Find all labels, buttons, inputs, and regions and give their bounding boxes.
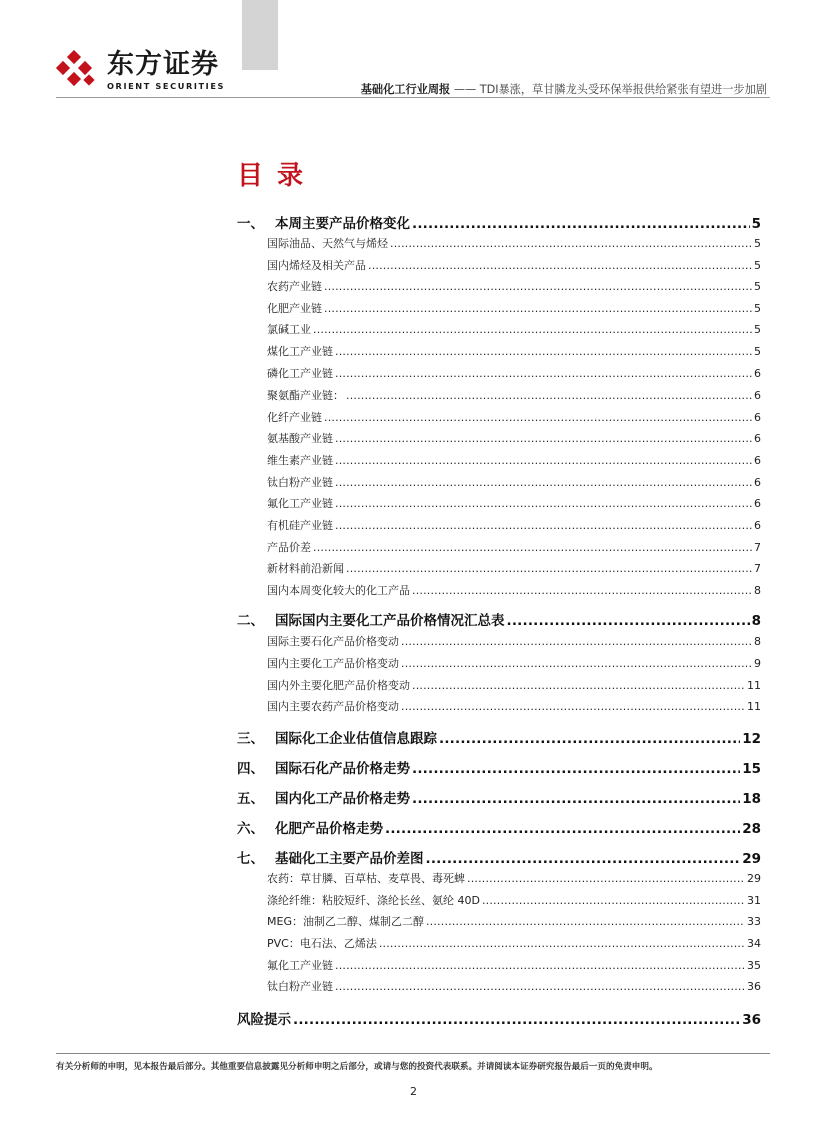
- company-logo: [55, 50, 225, 92]
- toc-item[interactable]: [267, 913, 761, 929]
- toc-item-label: 国内本周变化较大的化工产品: [267, 584, 410, 597]
- toc-item[interactable]: [267, 978, 761, 994]
- toc-page-number: 6: [754, 497, 761, 510]
- toc-page-number: 7: [754, 562, 761, 575]
- toc-section[interactable]: [237, 757, 761, 777]
- toc-leader: [335, 980, 745, 993]
- toc-page-number: 5: [754, 280, 761, 293]
- toc-leader: [324, 302, 752, 315]
- toc-page-number: 28: [742, 821, 761, 837]
- toc-page-number: 15: [742, 761, 761, 777]
- toc-leader: [385, 821, 740, 837]
- toc-item-label: 新材料前沿新闻: [267, 562, 344, 575]
- toc-item[interactable]: [267, 235, 761, 251]
- toc-item-label: 农药产业链: [267, 280, 322, 293]
- toc-item-label: 产品价差: [267, 541, 311, 554]
- toc-item[interactable]: [267, 321, 761, 337]
- toc-page-number: 36: [742, 1012, 761, 1028]
- toc-section-label: 化肥产品价格走势: [275, 821, 383, 837]
- toc-item-label: 国际油品、天然气与烯烃: [267, 237, 388, 250]
- footer-divider: [56, 1053, 770, 1054]
- toc-item-label: 氨基酸产业链: [267, 432, 333, 445]
- orient-logo-icon: [55, 50, 103, 90]
- toc-leader: [426, 851, 741, 867]
- toc-leader: [467, 872, 745, 885]
- toc-item-label: 钛白粉产业链: [267, 980, 333, 993]
- toc-section-label: 国际化工企业估值信息跟踪: [275, 731, 437, 747]
- toc-page-number: 6: [754, 389, 761, 402]
- toc-item-label: 国内主要化工产品价格变动: [267, 657, 399, 670]
- toc-risk-label: 风险提示: [237, 1012, 291, 1028]
- page-number: 2: [410, 1085, 417, 1098]
- toc-item-label: 煤化工产业链: [267, 345, 333, 358]
- toc-section[interactable]: [237, 727, 761, 747]
- toc-page-number: 6: [754, 367, 761, 380]
- toc-section-number: 五、: [237, 791, 264, 807]
- toc-page-number: 6: [754, 519, 761, 532]
- toc-leader: [293, 1012, 740, 1028]
- toc-leader: [426, 915, 745, 928]
- toc-leader: [335, 959, 745, 972]
- toc-item[interactable]: [267, 517, 761, 533]
- logo-english-name: ORIENT SECURITIES: [107, 81, 226, 91]
- toc-page-number: 29: [742, 851, 761, 867]
- toc-leader: [346, 562, 752, 575]
- toc-leader: [368, 259, 752, 272]
- toc-item-label: 化纤产业链: [267, 411, 322, 424]
- toc-page-number: 6: [754, 411, 761, 424]
- toc-item[interactable]: [267, 452, 761, 468]
- header-divider: [56, 97, 770, 98]
- toc-leader: [335, 497, 752, 510]
- toc-leader: [439, 731, 740, 747]
- toc-item-label: 国内烯烃及相关产品: [267, 259, 366, 272]
- toc-title: 目录: [237, 161, 318, 191]
- toc-section-label: 国际石化产品价格走势: [275, 761, 410, 777]
- toc-item-label: PVC：电石法、乙烯法: [267, 937, 377, 950]
- toc-leader: [507, 613, 750, 629]
- toc-item-label: 涤纶纤维：粘胶短纤、涤纶长丝、氨纶 40D: [267, 894, 480, 907]
- toc-section[interactable]: [237, 609, 761, 629]
- toc-leader: [324, 280, 752, 293]
- footer-disclaimer: 有关分析师的申明，见本报告最后部分。其他重要信息披露见分析师申明之后部分，或请与您的投资代表联系。并请阅读本证券研究报告最后一页的免责申明。: [56, 1062, 658, 1072]
- toc-section[interactable]: [237, 847, 761, 867]
- toc-page-number: 6: [754, 476, 761, 489]
- toc-leader: [401, 657, 752, 670]
- toc-item[interactable]: [267, 387, 761, 403]
- toc-page-number: 6: [754, 454, 761, 467]
- toc-item-label: MEG：油制乙二醇、煤制乙二醇: [267, 915, 424, 928]
- toc-page-number: 9: [754, 657, 761, 670]
- report-header-title: [361, 81, 767, 97]
- toc-item-label: 钛白粉产业链: [267, 476, 333, 489]
- toc-page-number: 18: [742, 791, 761, 807]
- toc-page-number: 5: [754, 237, 761, 250]
- toc-page-number: 8: [751, 613, 761, 629]
- toc-leader: [335, 476, 752, 489]
- toc-item[interactable]: [267, 633, 761, 649]
- toc-page-number: 35: [747, 959, 761, 972]
- toc-section-number: 四、: [237, 761, 264, 777]
- toc-page-number: 7: [754, 541, 761, 554]
- toc-item[interactable]: [267, 935, 761, 951]
- toc-section-number: 二、: [237, 613, 264, 629]
- toc-section-label: 基础化工主要产品价差图: [275, 851, 424, 867]
- toc-item-label: 维生素产业链: [267, 454, 333, 467]
- toc-leader: [346, 389, 752, 402]
- toc-item-label: 聚氨酯产业链：: [267, 389, 344, 402]
- toc-item[interactable]: [267, 430, 761, 446]
- toc-section[interactable]: [237, 787, 761, 807]
- toc-page-number: 12: [742, 731, 761, 747]
- toc-leader: [335, 432, 752, 445]
- toc-item-label: 国内主要农药产品价格变动: [267, 700, 399, 713]
- toc-page-number: 5: [754, 323, 761, 336]
- toc-leader: [390, 237, 752, 250]
- toc-item-label: 有机硅产业链: [267, 519, 333, 532]
- toc-section-label: 国际国内主要化工产品价格情况汇总表: [275, 613, 505, 629]
- toc-item-label: 国际主要石化产品价格变动: [267, 635, 399, 648]
- toc-section-number: 一、: [237, 216, 264, 232]
- toc-item[interactable]: [267, 474, 761, 490]
- toc-leader: [482, 894, 745, 907]
- toc-item[interactable]: [267, 343, 761, 359]
- report-subtitle: —— TDI暴涨，草甘膦龙头受环保举报供给紧张有望进一步加剧: [453, 83, 767, 96]
- toc-item[interactable]: [267, 655, 761, 671]
- toc-item[interactable]: [267, 495, 761, 511]
- toc-leader: [379, 937, 745, 950]
- toc-leader: [335, 454, 752, 467]
- header-decor-block: [242, 0, 278, 70]
- toc-page-number: 6: [754, 432, 761, 445]
- toc-leader: [335, 345, 752, 358]
- toc-section-label: 本周主要产品价格变化: [275, 216, 410, 232]
- toc-leader: [412, 584, 752, 597]
- toc-item-label: 氯碱工业: [267, 323, 311, 336]
- toc-item-label: 磷化工产业链: [267, 367, 333, 380]
- toc-leader: [412, 679, 745, 692]
- toc-item-label: 农药：草甘膦、百草枯、麦草畏、毒死蜱: [267, 872, 465, 885]
- toc-item[interactable]: [267, 677, 761, 693]
- toc-item[interactable]: [267, 870, 761, 886]
- toc-page-number: 5: [754, 302, 761, 315]
- toc-item[interactable]: [267, 560, 761, 576]
- toc-item[interactable]: [267, 957, 761, 973]
- toc-page-number: 11: [747, 700, 761, 713]
- toc-leader: [335, 519, 752, 532]
- toc-leader: [335, 367, 752, 380]
- toc-item-label: 国内外主要化肥产品价格变动: [267, 679, 410, 692]
- toc-item[interactable]: [267, 582, 761, 598]
- report-series: 基础化工行业周报: [360, 83, 451, 96]
- toc-section[interactable]: [237, 817, 761, 837]
- toc-page-number: 11: [747, 679, 761, 692]
- toc-leader: [313, 323, 752, 336]
- toc-page-number: 5: [754, 259, 761, 272]
- toc-section-number: 六、: [237, 821, 264, 837]
- toc-page-number: 8: [754, 635, 761, 648]
- toc-item[interactable]: [267, 539, 761, 555]
- toc-item[interactable]: [267, 300, 761, 316]
- toc-item[interactable]: [267, 409, 761, 425]
- toc-item[interactable]: [267, 278, 761, 294]
- toc-item-label: 氟化工产业链: [267, 497, 333, 510]
- toc-leader: [412, 791, 740, 807]
- toc-leader: [313, 541, 752, 554]
- toc-page-number: 36: [747, 980, 761, 993]
- toc-item[interactable]: [267, 892, 761, 908]
- toc-page-number: 29: [747, 872, 761, 885]
- toc-page-number: 34: [747, 937, 761, 950]
- toc-risk[interactable]: [237, 1008, 761, 1028]
- toc-item[interactable]: [267, 365, 761, 381]
- toc-leader: [324, 411, 752, 424]
- toc-leader: [401, 635, 752, 648]
- toc-page-number: 5: [751, 216, 761, 232]
- toc-leader: [412, 761, 740, 777]
- toc-section-number: 七、: [237, 851, 264, 867]
- toc-leader: [412, 216, 750, 232]
- toc-page-number: 8: [754, 584, 761, 597]
- logo-chinese-name: 东方证券: [107, 49, 219, 80]
- toc-item-label: 化肥产业链: [267, 302, 322, 315]
- toc-page-number: 5: [754, 345, 761, 358]
- toc-section-number: 三、: [237, 731, 264, 747]
- toc-page-number: 31: [747, 894, 761, 907]
- toc-item-label: 氟化工产业链: [267, 959, 333, 972]
- toc-section-label: 国内化工产品价格走势: [275, 791, 410, 807]
- toc-page-number: 33: [747, 915, 761, 928]
- toc-section[interactable]: [237, 212, 761, 232]
- toc-leader: [401, 700, 745, 713]
- toc-item[interactable]: [267, 698, 761, 714]
- toc-item[interactable]: [267, 257, 761, 273]
